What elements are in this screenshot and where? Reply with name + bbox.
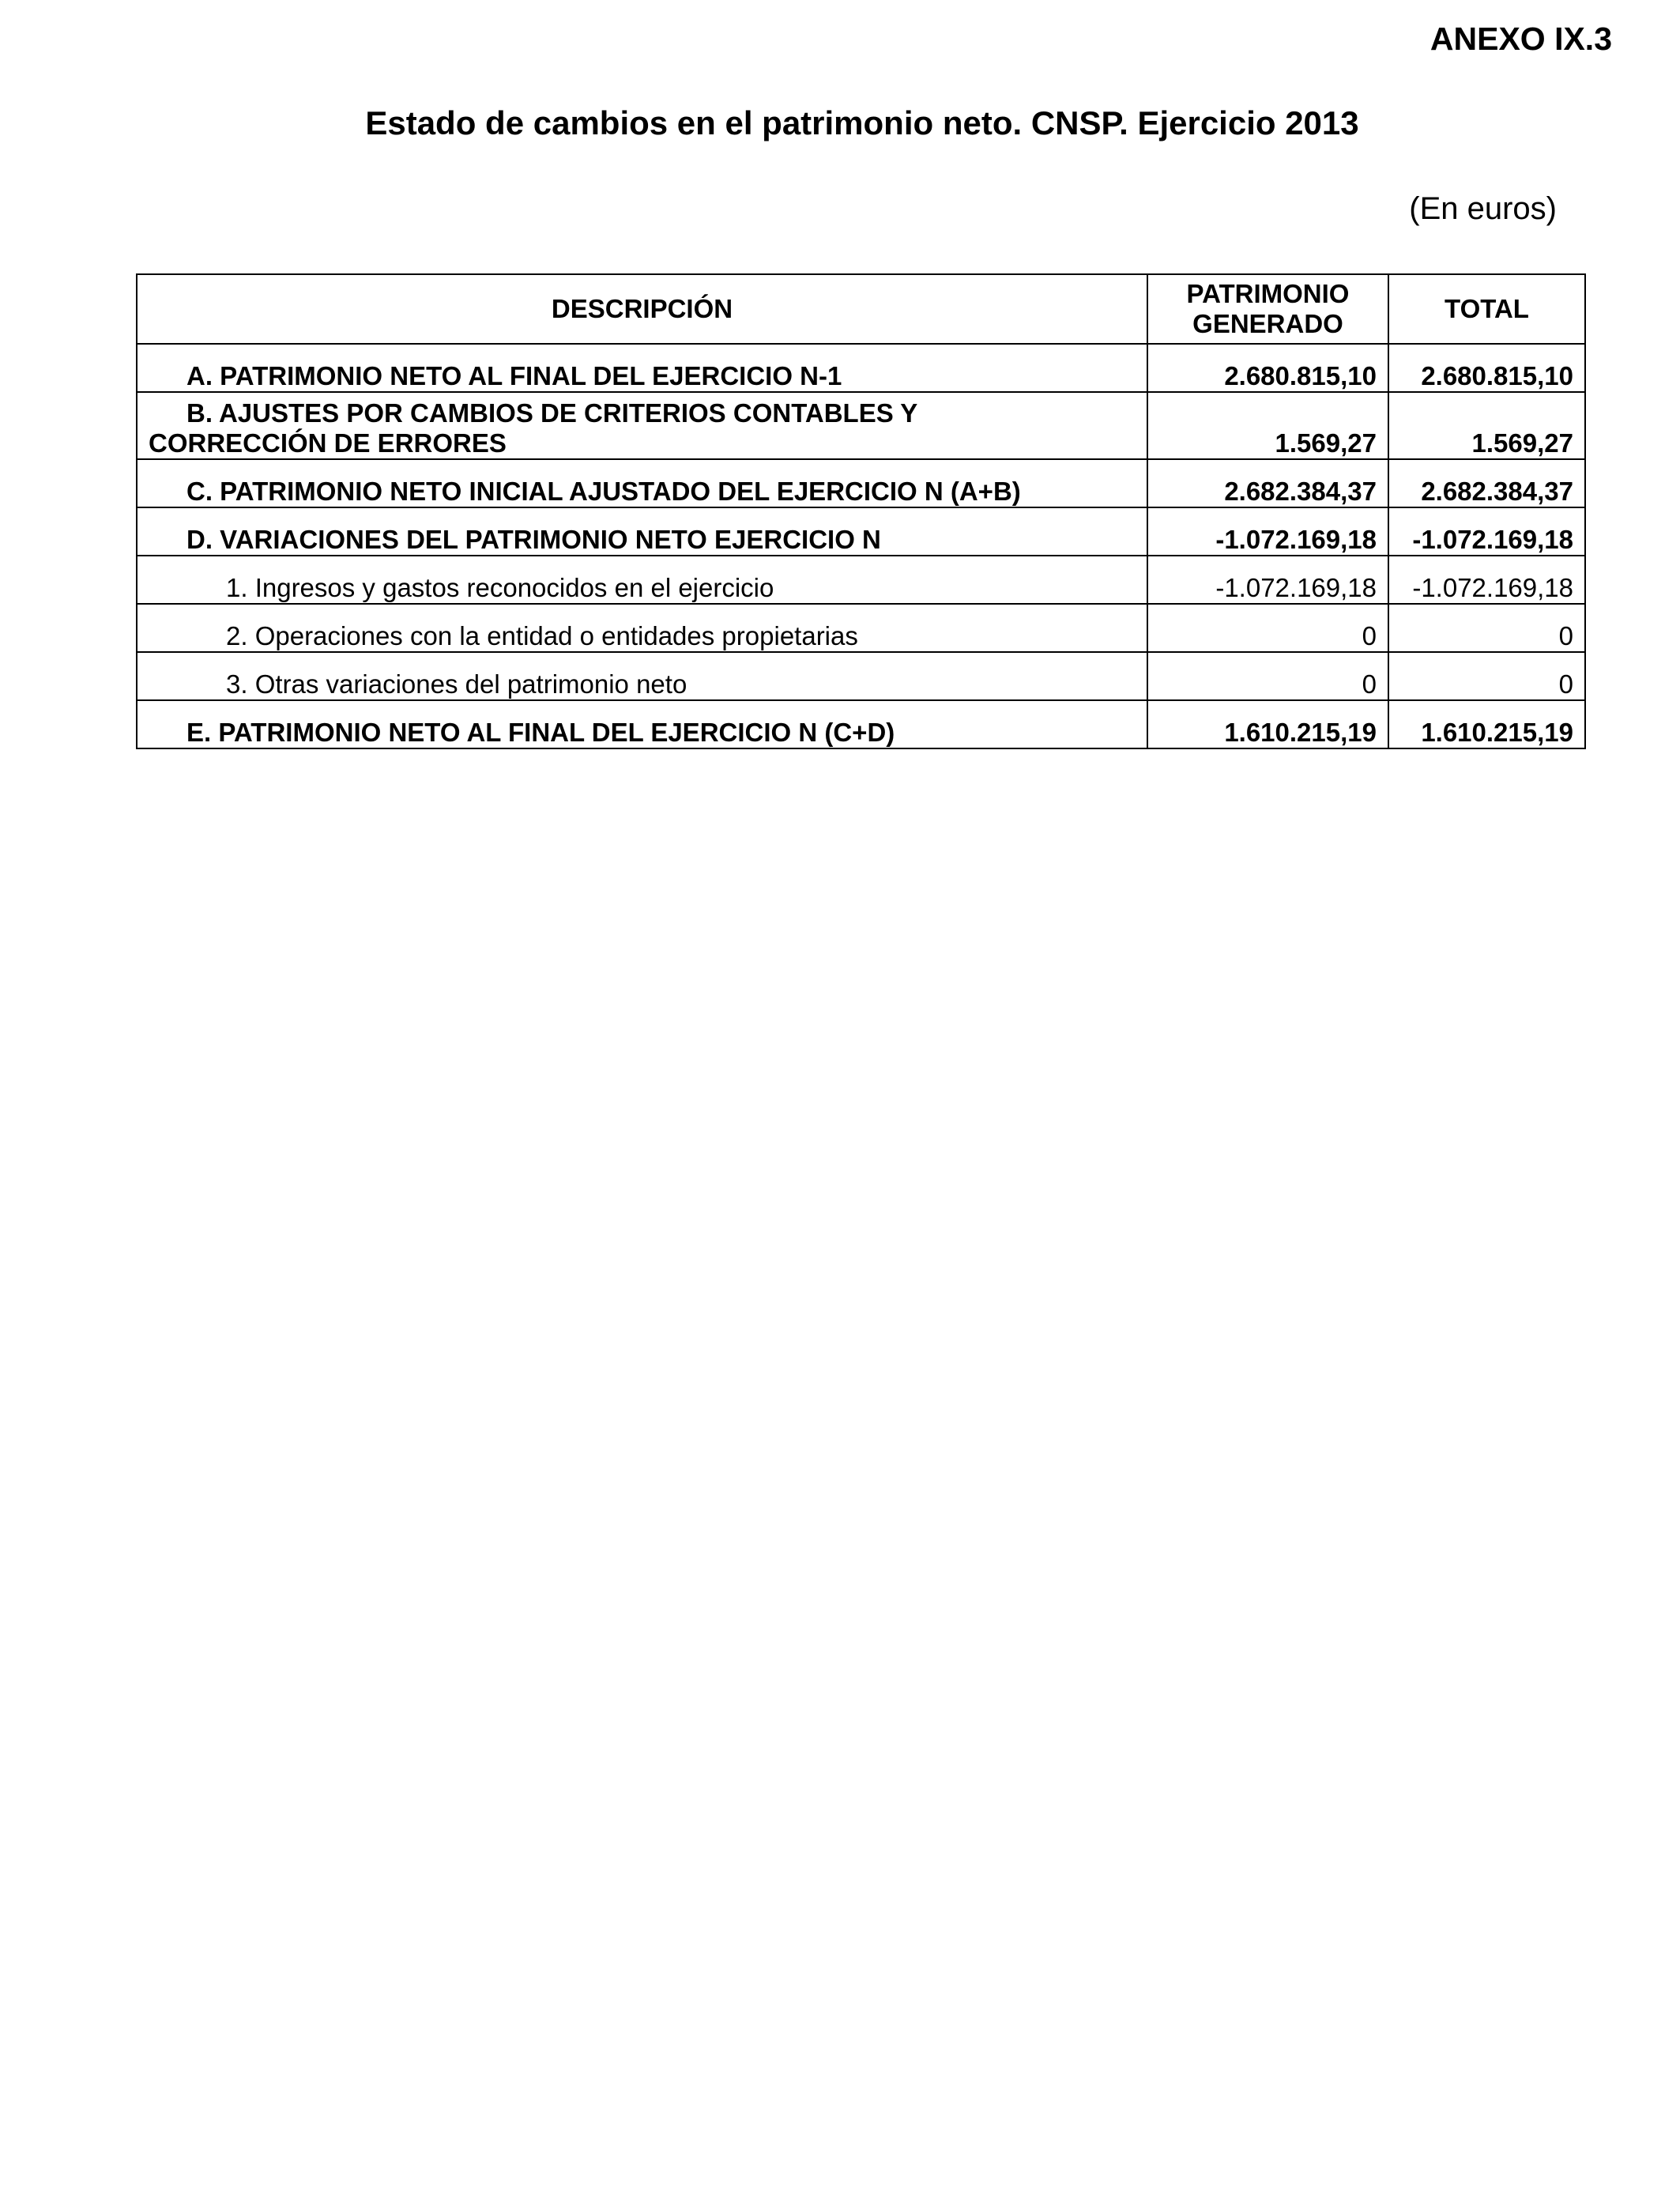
row-description: D. VARIACIONES DEL PATRIMONIO NETO EJERCICIO N bbox=[137, 507, 1147, 556]
table-row-d bbox=[137, 507, 1585, 556]
table-row-b bbox=[137, 392, 1585, 459]
units-note: (En euros) bbox=[1409, 191, 1557, 226]
row-generated-value: 1.569,27 bbox=[1147, 392, 1388, 459]
row-generated-value: 0 bbox=[1147, 604, 1388, 652]
row-generated-value: -1.072.169,18 bbox=[1147, 556, 1388, 604]
column-header-total: TOTAL bbox=[1388, 274, 1585, 344]
row-description-line1: B. AJUSTES POR CAMBIOS DE CRITERIOS CONTABLES Y bbox=[186, 398, 918, 428]
annex-label: ANEXO IX.3 bbox=[1430, 21, 1612, 57]
row-total-value: 1.569,27 bbox=[1388, 392, 1585, 459]
row-description-line2: CORRECCIÓN DE ERRORES bbox=[149, 428, 507, 458]
column-header-description: DESCRIPCIÓN bbox=[137, 274, 1147, 344]
table-row-a bbox=[137, 344, 1585, 392]
row-description: 2. Operaciones con la entidad o entidades propietarias bbox=[137, 604, 1147, 652]
row-description: 3. Otras variaciones del patrimonio neto bbox=[137, 652, 1147, 700]
row-generated-value: 1.610.215,19 bbox=[1147, 700, 1388, 748]
row-total-value: 1.610.215,19 bbox=[1388, 700, 1585, 748]
column-header-generated-line1: PATRIMONIO bbox=[1186, 279, 1350, 308]
table-row-c bbox=[137, 459, 1585, 507]
row-generated-value: 2.682.384,37 bbox=[1147, 459, 1388, 507]
row-generated-value: 2.680.815,10 bbox=[1147, 344, 1388, 392]
table-row-d1 bbox=[137, 556, 1585, 604]
table-header-row bbox=[137, 274, 1585, 344]
column-header-generated bbox=[1147, 274, 1388, 344]
row-total-value: 0 bbox=[1388, 604, 1585, 652]
row-total-value: 2.680.815,10 bbox=[1388, 344, 1585, 392]
row-total-value: 2.682.384,37 bbox=[1388, 459, 1585, 507]
row-total-value: -1.072.169,18 bbox=[1388, 507, 1585, 556]
equity-changes-table bbox=[136, 273, 1586, 749]
table-row-e bbox=[137, 700, 1585, 748]
row-description bbox=[137, 392, 1147, 459]
row-description: A. PATRIMONIO NETO AL FINAL DEL EJERCICIO N-1 bbox=[137, 344, 1147, 392]
row-description: 1. Ingresos y gastos reconocidos en el ejercicio bbox=[137, 556, 1147, 604]
column-header-generated-line2: GENERADO bbox=[1192, 309, 1343, 338]
row-generated-value: -1.072.169,18 bbox=[1147, 507, 1388, 556]
page-title: Estado de cambios en el patrimonio neto. CNSP. Ejercicio 2013 bbox=[365, 104, 1359, 141]
row-total-value: -1.072.169,18 bbox=[1388, 556, 1585, 604]
table-row-d2 bbox=[137, 604, 1585, 652]
row-description: E. PATRIMONIO NETO AL FINAL DEL EJERCICIO N (C+D) bbox=[137, 700, 1147, 748]
row-description: C. PATRIMONIO NETO INICIAL AJUSTADO DEL EJERCICIO N (A+B) bbox=[137, 459, 1147, 507]
table-row-d3 bbox=[137, 652, 1585, 700]
row-generated-value: 0 bbox=[1147, 652, 1388, 700]
row-total-value: 0 bbox=[1388, 652, 1585, 700]
